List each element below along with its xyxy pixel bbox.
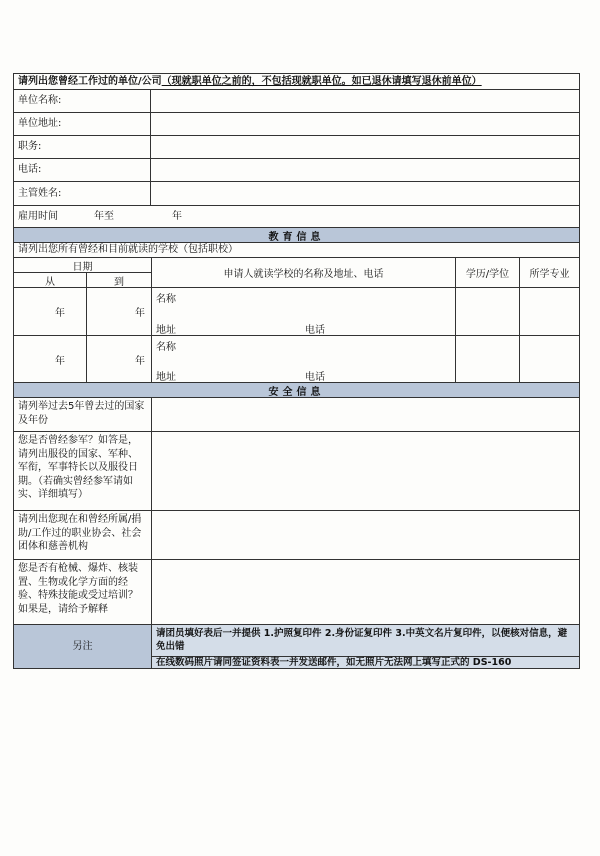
special-skills-input[interactable] <box>151 560 579 624</box>
edu2-from-year-label: 年 <box>55 355 65 367</box>
employment-period-label: 雇用时间 <box>18 210 58 222</box>
edu2-degree[interactable] <box>455 336 519 382</box>
edu1-to-year[interactable] <box>86 288 151 335</box>
edu2-phone-label: 电话 <box>305 372 325 383</box>
position-input[interactable] <box>150 136 579 158</box>
edu2-to-year-label: 年 <box>135 355 145 367</box>
supervisor-input[interactable] <box>150 182 579 205</box>
education-row-1 <box>14 288 579 336</box>
employment-instruction-row <box>14 74 579 90</box>
security-row-1 <box>14 398 579 432</box>
notes-label: 另注 <box>14 625 151 668</box>
company-name-row <box>14 90 579 113</box>
edu1-from-year-label: 年 <box>55 308 65 319</box>
security-row-3 <box>14 511 579 560</box>
security-row-4 <box>14 560 579 625</box>
visa-form <box>13 73 580 669</box>
year-label: 年 <box>172 210 182 222</box>
edu1-address-label: 地址 <box>156 325 176 336</box>
company-address-input[interactable] <box>150 113 579 135</box>
edu1-name-label: 名称 <box>156 294 176 305</box>
military-service-input[interactable] <box>151 432 579 510</box>
company-name-label: 单位名称: <box>18 95 62 107</box>
employment-period[interactable] <box>14 206 579 227</box>
edu2-school[interactable] <box>151 336 455 382</box>
date-label: 日期 <box>14 258 151 273</box>
countries-visited-label: 请列举过去5年曾去过的国家及年份 <box>18 401 145 426</box>
degree-column-header: 学历/学位 <box>455 258 519 287</box>
supervisor-row <box>14 182 579 206</box>
notes-line-2: 在线数码照片请同签证资料表一并发送邮件，如无照片无法网上填写正式的 DS-160 <box>156 656 512 668</box>
edu1-school[interactable] <box>151 288 455 335</box>
education-header-row <box>14 258 579 288</box>
education-instruction-row <box>14 243 579 258</box>
education-header <box>14 228 579 243</box>
organizations-input[interactable] <box>151 511 579 559</box>
special-skills-label: 您是否有枪械、爆炸、核装置、生物或化学方面的经验、特殊技能或受过培训？如果是，请给予解释 <box>18 563 138 615</box>
edu1-from-year[interactable] <box>14 288 86 335</box>
edu2-to-year[interactable] <box>86 336 151 382</box>
education-row-2 <box>14 336 579 383</box>
countries-visited-input[interactable] <box>151 398 579 431</box>
edu2-major[interactable] <box>519 336 579 382</box>
phone-row <box>14 159 579 182</box>
edu1-degree[interactable] <box>455 288 519 335</box>
supervisor-label: 主管姓名: <box>18 187 62 199</box>
edu1-phone-label: 电话 <box>305 325 325 336</box>
company-address-label: 单位地址: <box>18 118 62 130</box>
organizations-label: 请列出您现在和曾经所属/捐助/工作过的职业协会、社会团体和慈善机构 <box>18 514 142 552</box>
to-label: 到 <box>86 273 151 288</box>
employment-instruction-main: 请列出您曾经工作过的单位/公司 <box>18 76 162 87</box>
employment-instruction-note: （现就职单位之前的，不包括现就职单位。如已退休请填写退休前单位） <box>161 76 482 87</box>
company-name-input[interactable] <box>150 90 579 112</box>
from-label: 从 <box>45 277 55 288</box>
position-label: 职务: <box>18 141 42 153</box>
date-header <box>14 258 151 287</box>
notes-content <box>151 625 579 668</box>
employment-instruction <box>14 74 579 89</box>
security-row-2 <box>14 432 579 511</box>
company-address-row <box>14 113 579 136</box>
edu2-address-label: 地址 <box>156 372 176 383</box>
education-instruction: 请列出您所有曾经和目前就读的学校（包括职校） <box>18 244 238 255</box>
phone-input[interactable] <box>150 159 579 181</box>
edu1-major[interactable] <box>519 288 579 335</box>
edu2-name-label: 名称 <box>156 342 176 353</box>
edu1-to-year-label: 年 <box>135 308 145 319</box>
school-column-header: 申请人就读学校的名称及地址、电话 <box>151 258 455 287</box>
phone-label: 电话: <box>18 164 42 176</box>
education-header-text: 教育信息 <box>268 231 325 243</box>
security-header <box>14 383 579 398</box>
notes-line-1: 请团员填好表后一并提供 1.护照复印件 2.身份证复印件 3.中英文名片复印件，以便核对信息，避免出错 <box>152 625 579 657</box>
major-column-header: 所学专业 <box>519 258 579 287</box>
employment-period-row <box>14 206 579 228</box>
year-to-label: 年至 <box>94 210 114 222</box>
edu2-from-year[interactable] <box>14 336 86 382</box>
military-service-label: 您是否曾经参军？如答是，请列出服役的国家、军种、军衔，军事特长以及服役日期。（若确实曾经参军请如实、详细填写） <box>18 435 138 500</box>
security-header-text: 安全信息 <box>268 386 325 398</box>
notes-row <box>14 625 579 668</box>
position-row <box>14 136 579 159</box>
